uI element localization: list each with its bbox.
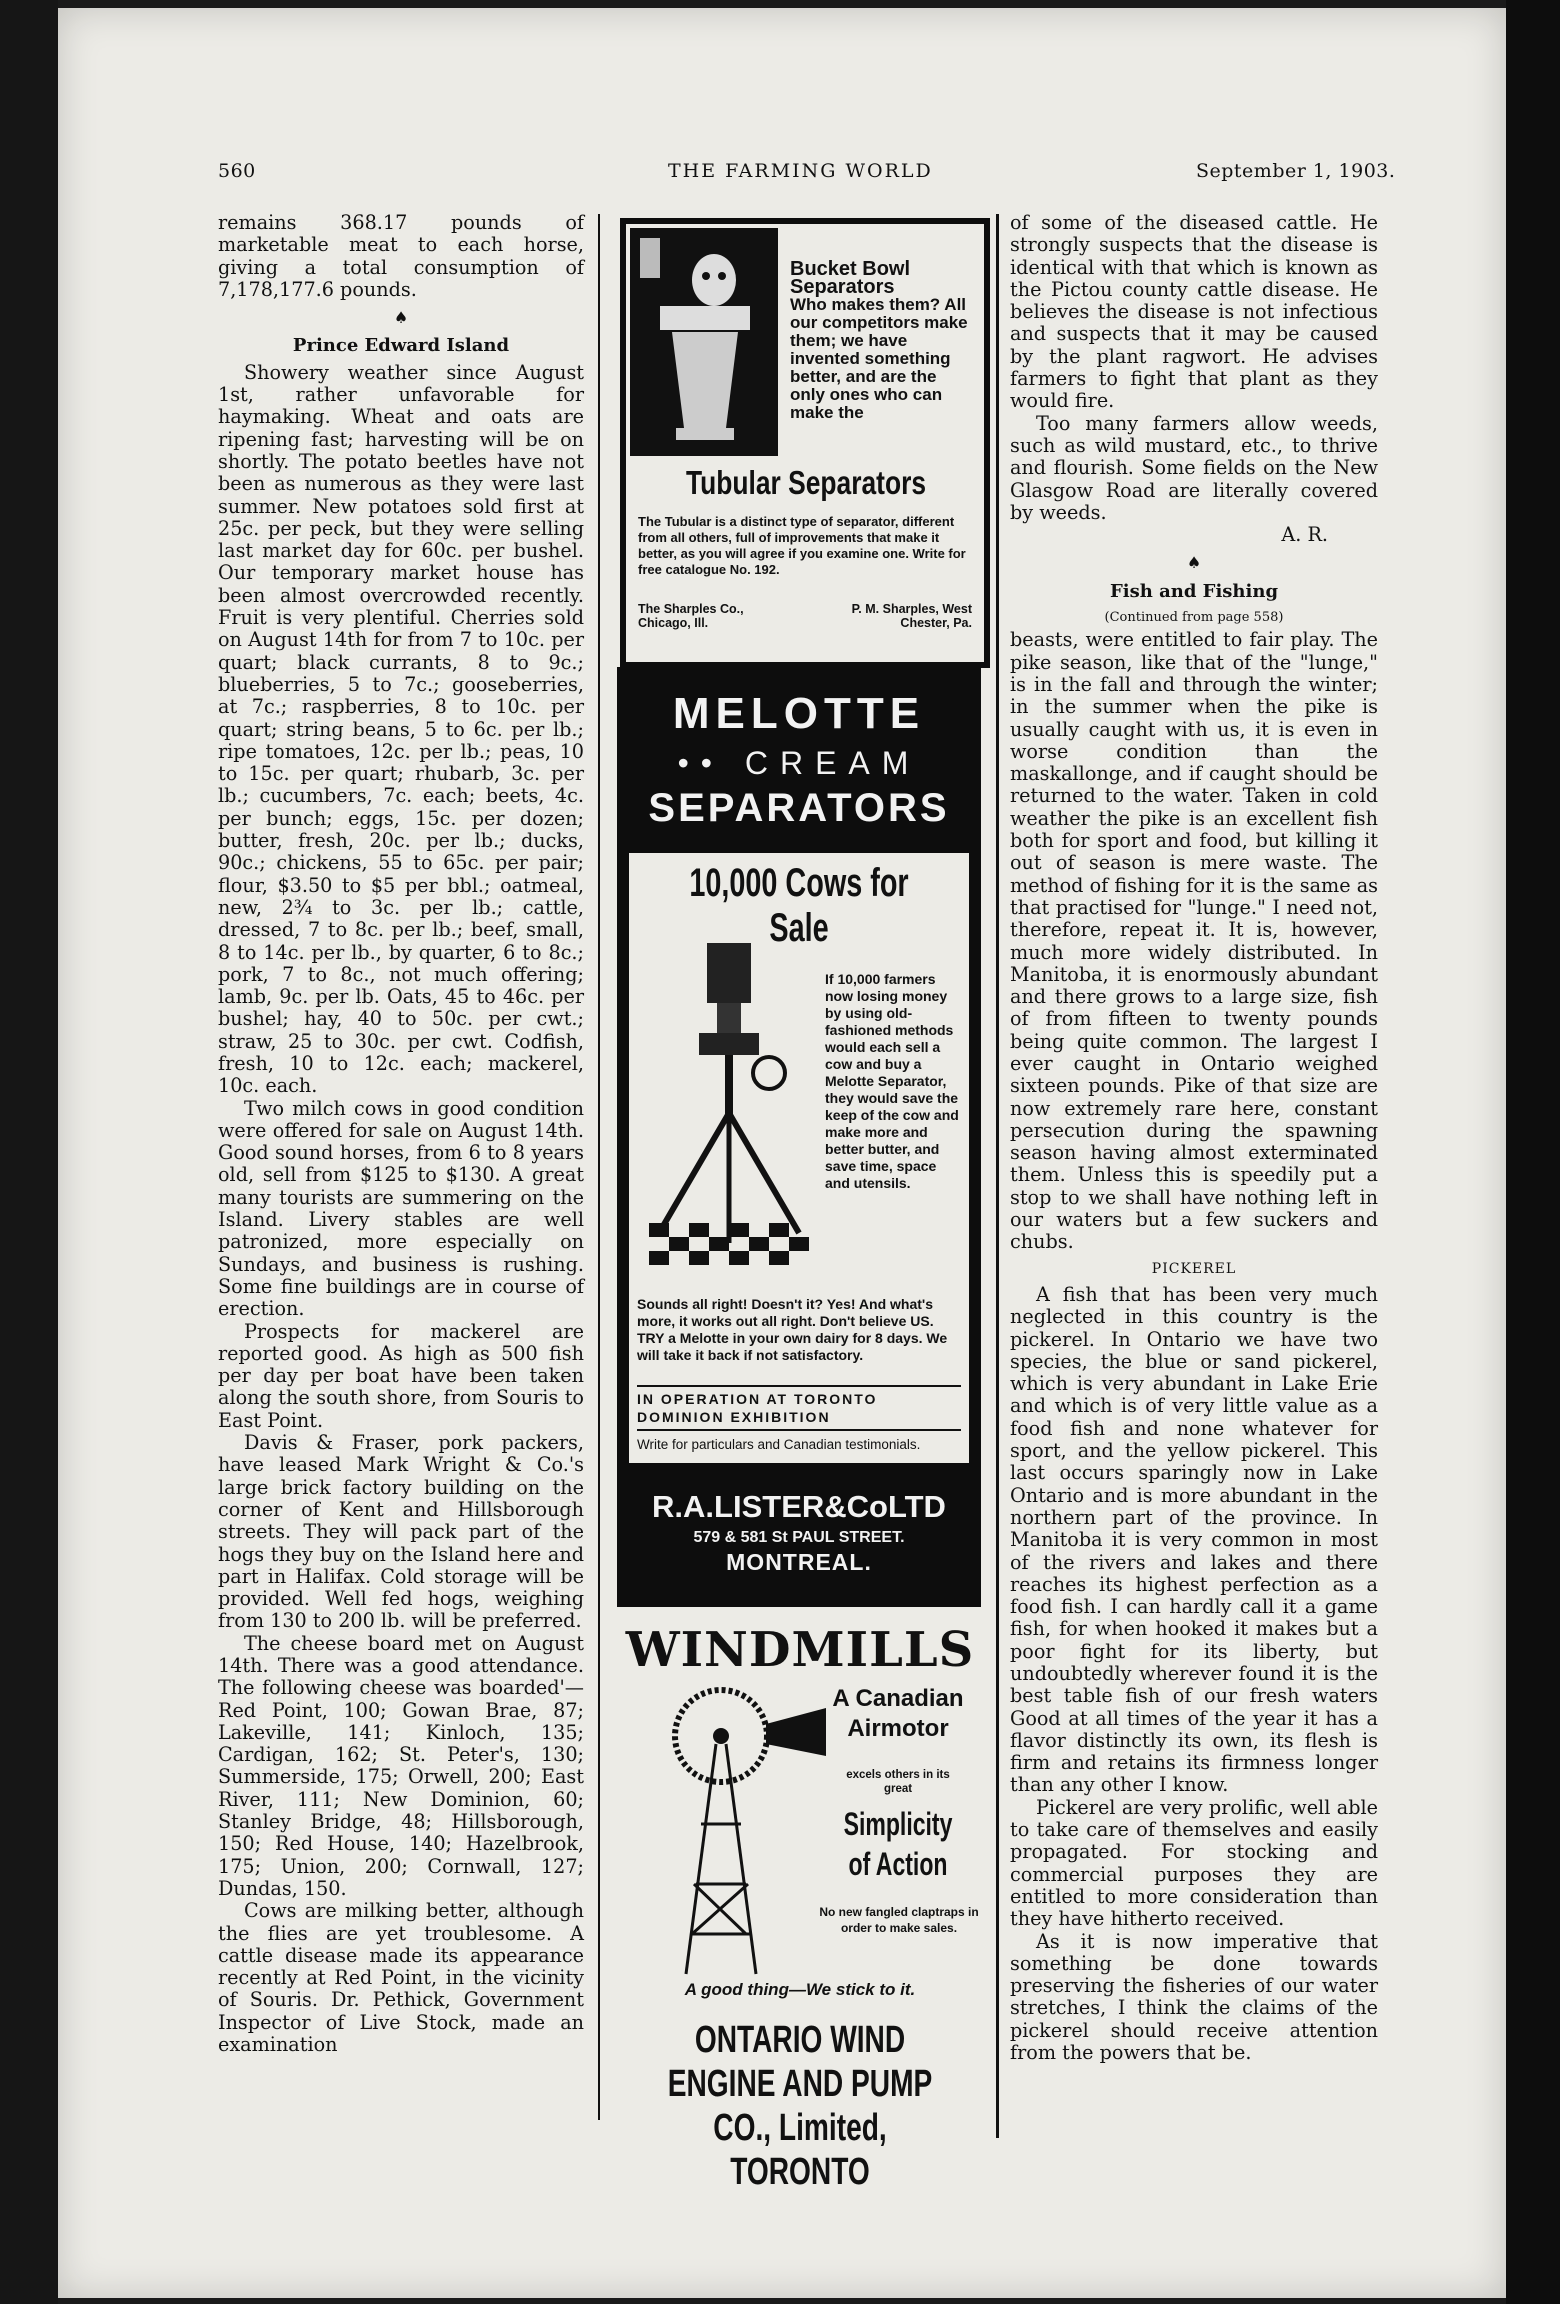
melotte-separators: SEPARATORS — [648, 786, 950, 830]
continued-note: (Continued from page 558) — [1104, 610, 1284, 626]
windmills-advertisement — [616, 1622, 984, 2193]
column-right — [1010, 212, 1378, 2064]
page-date: September 1, 1903. — [1196, 160, 1396, 182]
lister-city: MONTREAL. — [726, 1549, 872, 1575]
sharples-text: Who makes them? All our competitors make them; we have invented something better, and are the only ones who can make the — [790, 295, 968, 422]
scan-margin-right — [1506, 0, 1560, 2304]
sharples-address-left: The Sharples Co., Chicago, Ill. — [638, 602, 744, 630]
paragraph: Cows are milking better, although the flies are yet troublesome. A cattle disease made its appearance recently at Red Point, in the vicinity of Souris. Dr. Pethick, Government Inspector of Live Stock, made an examination — [218, 1899, 584, 2057]
melotte-name: MELOTTE — [672, 689, 926, 738]
lister-address: 579 & 581 St PAUL STREET. — [693, 1529, 905, 1546]
windmills-simplicity: Simplicity of Action — [843, 1806, 953, 1882]
separator-illustration — [630, 228, 778, 456]
windmills-airmotor: A Canadian Airmotor — [832, 1685, 964, 1742]
sharples-advertisement — [620, 218, 990, 668]
scan-margin-left — [0, 0, 58, 2304]
section-heading: Fish and Fishing — [1109, 580, 1279, 602]
column-rule — [996, 214, 999, 2138]
subheading: PICKEREL — [1151, 1260, 1237, 1277]
melotte-claim: Sounds all right! Doesn't it? Yes! And what's more, it works out all right. Don't believe US. TRY a Melotte in your own dairy for 8 days. We will take it back if not satisfactory. — [637, 1296, 948, 1363]
paragraph: Too many farmers allow weeds, such as wild mustard, etc., to thrive and flourish. Some fields on the New Glasgow Road are literally covered by weeds. — [1010, 411, 1378, 524]
windmills-slogan: A good thing—We stick to it. — [684, 1980, 916, 1999]
windmills-company: ONTARIO WIND ENGINE AND PUMP CO., Limited, TORONTO — [667, 2019, 933, 2193]
column-rule — [598, 214, 600, 2120]
lister-company: R.A.LISTER&CoLTD — [652, 1489, 946, 1524]
melotte-side-text: If 10,000 farmers now losing money by using old-fashioned methods would each sell a cow and buy a Melotte Separator, they would save the keep of the cow and make more and better butter, and save time, space and utensils. — [825, 971, 959, 1191]
melotte-cream: •• CREAM — [677, 745, 921, 781]
windmills-no-fangled: No new fangled claptraps in order to make sales. — [819, 1905, 979, 1935]
sharples-headline: Tubular Separators — [685, 464, 927, 501]
melotte-banner — [617, 667, 981, 853]
paragraph: remains 368.17 pounds of marketable meat to each horse, giving a total consumption of 7,178,177.6 pounds. — [218, 211, 584, 301]
sharples-description: The Tubular is a distinct type of separator, different from all others, full of improvements that make it better, as you will agree if you examine one. Write for free catalogue No. 192. — [638, 514, 966, 577]
paragraph: Pickerel are very prolific, well able to take care of themselves and easily propagated. For stocking and commercial purposes they are entitled to more consideration than they have hitherto received. — [1010, 1795, 1378, 1931]
melotte-operation: IN OPERATION AT TORONTO DOMINION EXHIBITION — [637, 1385, 961, 1431]
page-title: THE FARMING WORLD — [668, 160, 933, 182]
melotte-advertisement — [617, 667, 981, 1607]
lister-block — [617, 1477, 981, 1597]
separator-machine-illustration — [639, 943, 819, 1273]
sharples-title: Bucket Bowl Separators — [790, 258, 911, 298]
paragraph: of some of the diseased cattle. He strongly suspects that the disease is identical with that which is known as the Pictou county cattle disease. He believes the disease is not infectious and suspects that it may be caused by the plant ragwort. He advises farmers to fight that plant as they would fire. — [1010, 211, 1378, 413]
column-left — [218, 212, 584, 2056]
section-heading: Prince Edward Island — [292, 335, 510, 357]
paragraph: Davis & Fraser, pork packers, have leased Mark Wright & Co.'s large brick factory building on the corner of Kent and Hillsborough streets. They will pack part of the hogs they buy on the Island here and part in Halifax. Cold storage will be provided. Well fed hogs, weighing from 130 to 200 lb. will be preferred. — [218, 1431, 584, 1633]
signature: A. R. — [1281, 523, 1328, 547]
paragraph: Two milch cows in good condition were offered for sale on August 14th. Good sound horses, from 6 to 8 years old, sell from $125 to $130. A great many tourists are summering on the Island. Livery stables are well patronized, more especially on Sundays, and business is rushing. Some fine buildings are in course of erection. — [218, 1096, 584, 1321]
melotte-headline: 10,000 Cows for Sale — [689, 861, 909, 950]
ornament: ♠ — [1186, 553, 1202, 573]
paragraph: A fish that has been very much neglected in this country is the pickerel. In Ontario we have two species, the blue or sand pickerel, which is very abundant in Lake Erie and which is of very little value as a food fish and none whatever for sport, and the yellow pickerel. This last occurs sparingly now in Lake Ontario and is more abundant in the northern part of the province. In Manitoba it is very common in most of the rivers and lakes and there reaches its highest perfection as a food fish. I can hardly call it a game fish, for when hooked it makes but a poor fight for its liberty, but undoubtedly wherever found it is the best table fish of our fresh waters Good at all times of the year it has a flavor distinctly its own, its flesh is firm and retains its firmness longer than any other I know. — [1010, 1282, 1378, 1797]
windmills-excels: excels others in its great — [846, 1769, 950, 1795]
sharples-intro — [790, 260, 976, 422]
paragraph: Prospects for mackerel are reported good. As high as 500 fish per day per boat have been taken along the south shore, from Souris to East Point. — [218, 1319, 584, 1432]
windmills-title: WINDMILLS — [625, 1622, 975, 1678]
paragraph: The cheese board met on August 14th. There was a good attendance. The following cheese was boarded'—Red Point, 100; Gowan Brae, 87; Lakeville, 141; Kinloch, 135; Cardigan, 162; St. Peter's, 130; Summerside, 175; Orwell, 200; East River, 111; New Dominion, 60; Stanley Bridge, 48; Hillsborough, 150; Red House, 140; Hazelbrook, 175; Union, 200; Cornwall, 127; Dundas, 150. — [218, 1631, 584, 1900]
melotte-write: Write for particulars and Canadian testimonials. — [637, 1437, 921, 1452]
paragraph: Showery weather since August 1st, rather unfavorable for haymaking. Wheat and oats are ripening fast; harvesting will be on shortly. The potato beetles have not been as numerous as they were last summer. New potatoes sold first at 25c. per peck, but they were selling last market day for 60c. per bushel. Our temporary market house has been almost overcrowded recently. Fruit is very plentiful. Cherries sold on August 14th for from 7 to 10c. per quart; black currants, 8 to 9c.; blueberries, 5 to 7c.; gooseberries, at 7c.; raspberries, 8 to 10c. per quart; string beans, 5 to 6c. per lb.; ripe tomatoes, 12c. per lb.; peas, 10 to 15c. per quart; rhubarb, 3c. per lb.; cucumbers, 7c. each; beets, 4c. per bunch; eggs, 15c. per dozen; butter, fresh, 20c. per lb.; ducks, 90c.; chickens, 55 to 65c. per pair; flour, $3.50 to $5 per bbl.; oatmeal, new, 2¾ to 3c. per lb.; cattle, dressed, 7 to 8c. per lb.; beef, small, 8 to 14c. per lb., by quarter, 6 to 8c.; pork, 7 to 8c., not much offering; lamb, 9c. per lb. Oats, 45 to 46c. per bushel; hay, 40 to 50c. per cwt.; straw, 25 to 30c. per cwt. Codfish, fresh, 10 to 12c. each; mackerel, 10c. each. — [218, 360, 584, 1098]
melotte-body — [629, 853, 969, 1463]
paragraph: beasts, were entitled to fair play. The pike season, like that of the "lunge," is in the fall and through the winter; in the summer when the pike is usually caught with us, it is even in worse condition than the maskallonge, and if caught should be returned to the water. Taken in cold weather the pike is an excellent fish both for sport and food, but killing it out of season is mere waste. The method of fishing for it is the same as that practised for "lunge." I need not, therefore, repeat it. It is, however, much more widely distributed. In Manitoba, it is enormously abundant and there grows to a large size, fish of from fifteen to twenty pounds being quite common. The largest I ever caught in Ontario weighed sixteen pounds. Pike of that size are now extremely rare here, constant persecution during the spawning season having almost exterminated them. Unless this is speedily put a stop to we shall have nothing left in our waters but a few suckers and chubs. — [1010, 628, 1378, 1254]
sharples-addresses — [638, 602, 972, 630]
ornament: ♠ — [393, 308, 409, 328]
page-number: 560 — [218, 160, 256, 182]
paragraph: As it is now imperative that something be done towards preserving the fisheries of our water stretches, I think the claims of the pickerel should receive attention from the powers that be. — [1010, 1929, 1378, 2065]
sharples-address-right: P. M. Sharples, West Chester, Pa. — [851, 602, 972, 630]
